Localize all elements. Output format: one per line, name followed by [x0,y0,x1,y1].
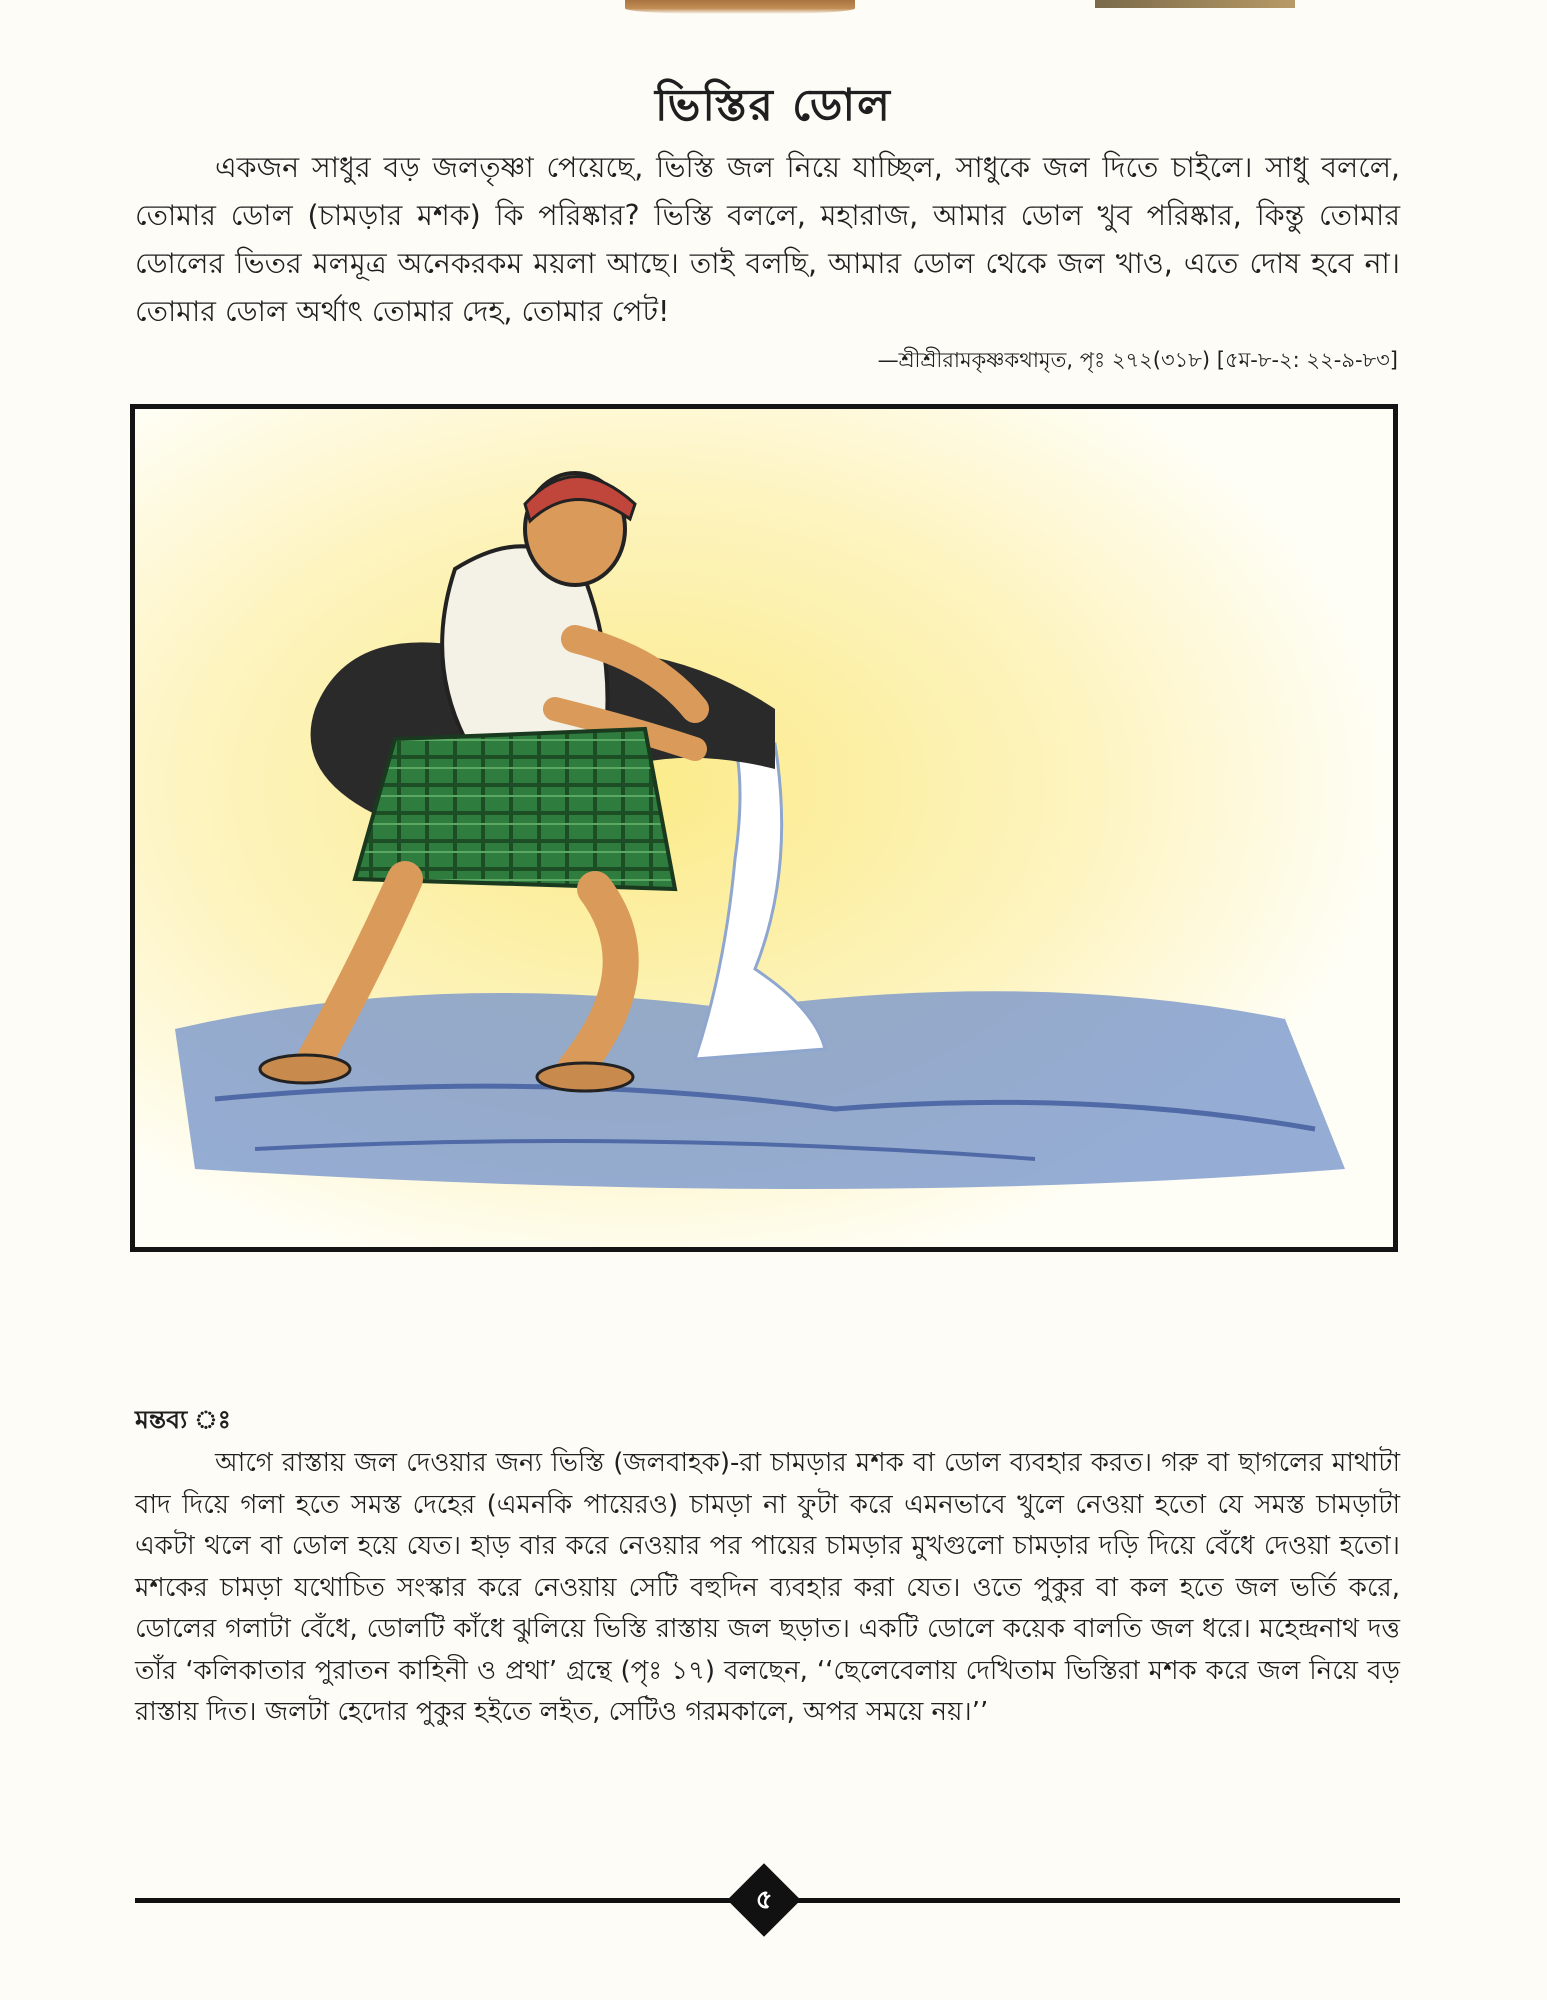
illustration-frame [130,404,1398,1252]
remark-label: মন্তব্য ঃ [135,1405,231,1434]
story-title: ভিস্তির ডোল [655,80,892,131]
citation: —শ্রীশ্রীরামকৃষ্ণকথামৃত, পৃঃ ২৭২(৩১৮) [৫ম-৮-২: ২২-৯-৮৩] [877,348,1398,372]
page-number-badge [727,1863,801,1937]
page-number: ৫ [755,1885,773,1915]
top-decoration-right [1095,0,1295,8]
story-text: একজন সাধুর বড় জলতৃষ্ণা পেয়েছে, ভিস্তি জল নিয়ে যাচ্ছিল, সাধুকে জল দিতে চাইলে। সাধু বললে, তোমার ডোল (চামড়ার মশক) কি পরিষ্কার? ভিস্তি বললে, মহারাজ, আমার ডোল খুব পরিষ্কার, কিন্তু তোমার ডোলের ভিতর মলমূত্র অনেকরকম ময়লা আছে। তাই বলছি, আমার ডোল থেকে জল খাও, এতে দোষ হবে না। তোমার ডোল অর্থাৎ তোমার দেহ, তোমার পেট! [135,151,1400,328]
remark-text: আগে রাস্তায় জল দেওয়ার জন্য ভিস্তি (জলবাহক)-রা চামড়ার মশক বা ডোল ব্যবহার করত। গরু বা ছাগলের মাথাটা বাদ দিয়ে গলা হতে সমস্ত দেহের (এমনকি পায়েরও) চামড়া না ফুটা করে এমনভাবে খুলে নেওয়া হতো যে সমস্ত চামড়াটা একটা থলে বা ডোল হয়ে যেত। হাড় বার করে নেওয়ার পর পায়ের চামড়ার মুখগুলো চামড়ার দড়ি দিয়ে বেঁধে দেওয়া হতো। মশকের চামড়া যথোচিত সংস্কার করে নেওয়ায় সেটি বহুদিন ব্যবহার করা যেত। ওতে পুকুর বা কল হতে জল ভর্তি করে, ডোলের গলাটা বেঁধে, ডোলটি কাঁধে ঝুলিয়ে ভিস্তি রাস্তায় জল ছড়াত। একটি ডোলে কয়েক বালতি জল ধরে। মহেন্দ্রনাথ দত্ত তাঁর ‘কলিকাতার পুরাতন কাহিনী ও প্রথা’ গ্রন্থে (পৃঃ ১৭) বলছেন, ‘‘ছেলেবেলায় দেখিতাম ভিস্তিরা মশক করে জল নিয়ে বড় রাস্তায় দিত। জলটা হেদোর পুকুর হইতে লইত, সেটিও গরমকালে, অপর সময়ে নয়।’’ [135,1448,1401,1727]
water-carrier-illustration [135,409,1393,1247]
top-decoration-left [625,0,855,14]
